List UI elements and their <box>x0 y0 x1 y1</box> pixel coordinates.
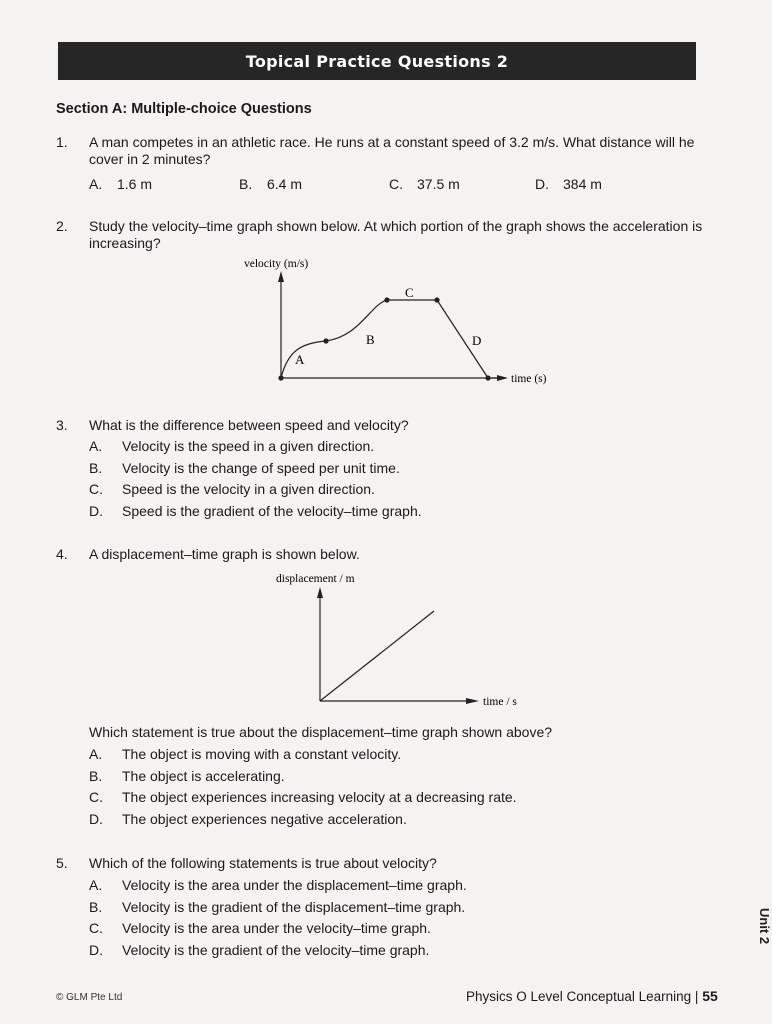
option-a[interactable] <box>89 438 709 460</box>
option-text: 37.5 m <box>417 176 460 192</box>
curve-b <box>326 300 387 341</box>
question-4-part <box>56 724 716 832</box>
option-letter: D. <box>89 941 103 958</box>
option-text: The object is moving with a constant velocity. <box>122 746 402 762</box>
option-letter: C. <box>89 789 103 805</box>
question-number: 1. <box>56 134 68 150</box>
point <box>384 297 389 302</box>
book-title: Physics O Level Conceptual Learning <box>466 989 692 1004</box>
option-letter: B. <box>89 767 103 784</box>
label-a: A <box>295 352 305 367</box>
point <box>485 375 490 380</box>
option-letter: A. <box>89 438 103 454</box>
options-list <box>89 438 709 524</box>
option-b[interactable] <box>89 768 709 790</box>
option-text: Speed is the velocity in a given direction. <box>122 481 375 497</box>
label-b: B <box>366 332 375 347</box>
banner-title: Topical Practice Questions 2 <box>245 51 509 71</box>
velocity-time-graph <box>0 0 768 420</box>
y-axis-arrow <box>278 271 284 282</box>
option-text: 6.4 m <box>267 176 303 192</box>
question-5 <box>56 855 716 967</box>
displacement-time-graph <box>0 560 768 720</box>
option-text: Velocity is the area under the displacement–time graph. <box>122 877 467 893</box>
question-text: Study the velocity–time graph shown below. At which portion of the graph shows the acceleration is increasing? <box>89 218 703 251</box>
separator: | <box>694 989 699 1004</box>
option-d[interactable] <box>89 811 709 833</box>
point <box>323 338 328 343</box>
option-text: 384 m <box>563 176 602 192</box>
question-number: 4. <box>56 546 68 562</box>
option-d[interactable] <box>89 503 709 525</box>
option-c[interactable] <box>89 481 709 503</box>
option-b[interactable] <box>89 899 709 921</box>
option-a[interactable] <box>89 877 709 899</box>
option-letter: D. <box>535 176 549 192</box>
question-text: Which of the following statements is true about velocity? <box>89 855 437 871</box>
y-axis-label: velocity (m/s) <box>244 258 309 270</box>
option-letter: A. <box>89 746 103 762</box>
option-text: Speed is the gradient of the velocity–time graph. <box>122 502 422 519</box>
question-3 <box>56 417 716 527</box>
option-letter: D. <box>89 502 103 519</box>
option-text: The object experiences increasing velocity at a decreasing rate. <box>122 789 517 805</box>
question-text: A man competes in an athletic race. He runs at a constant speed of 3.2 m/s. What distance will he cover in 2 minutes? <box>89 134 695 167</box>
option-letter: B. <box>239 176 253 192</box>
point <box>278 375 283 380</box>
option-letter: A. <box>89 877 103 893</box>
x-axis-label: time (s) <box>511 373 547 385</box>
option-text: Velocity is the gradient of the velocity–time graph. <box>122 941 430 958</box>
option-letter: D. <box>89 810 103 827</box>
x-axis-arrow <box>497 375 508 381</box>
option-text: Velocity is the gradient of the displacement–time graph. <box>122 898 466 915</box>
option-text: 1.6 m <box>117 176 153 192</box>
option-c[interactable] <box>89 789 709 811</box>
option-d[interactable] <box>89 942 709 964</box>
label-c: C <box>405 285 414 300</box>
footer-book-info <box>466 988 718 1004</box>
option-text: The object experiences negative acceleration. <box>122 810 407 827</box>
x-axis-label: time / s <box>483 696 517 708</box>
displacement-line <box>320 611 434 701</box>
point <box>434 297 439 302</box>
label-d: D <box>472 333 482 348</box>
option-b[interactable] <box>89 460 709 482</box>
option-letter: C. <box>89 920 103 936</box>
question-number: 2. <box>56 218 68 234</box>
footer-copyright: © GLM Pte Ltd <box>56 992 123 1003</box>
y-axis-arrow <box>317 587 323 598</box>
option-c[interactable] <box>89 920 709 942</box>
question-number: 5. <box>56 855 68 871</box>
option-a[interactable] <box>89 746 709 768</box>
option-letter: B. <box>89 898 103 915</box>
options-list <box>89 877 709 963</box>
option-text: The object is accelerating. <box>122 767 285 784</box>
option-text: Velocity is the speed in a given direction. <box>122 438 375 454</box>
option-letter: C. <box>89 481 103 497</box>
option-letter: B. <box>89 459 103 476</box>
option-text: Velocity is the change of speed per unit time. <box>122 459 400 476</box>
option-text: Velocity is the area under the velocity–time graph. <box>122 920 431 936</box>
page-number: 55 <box>702 988 718 1004</box>
question-text: A displacement–time graph is shown below. <box>89 546 360 562</box>
question-number: 3. <box>56 417 68 433</box>
option-letter: A. <box>89 176 103 192</box>
y-axis-label: displacement / m <box>276 573 355 585</box>
options-list <box>89 746 709 832</box>
question-text: What is the difference between speed and velocity? <box>89 417 409 433</box>
option-letter: C. <box>389 176 403 192</box>
x-axis-arrow <box>466 698 479 704</box>
question-text: Which statement is true about the displacement–time graph shown above? <box>89 724 553 740</box>
section-title: Section A: Multiple-choice Questions <box>56 101 312 117</box>
unit-side-tab: Unit 2 <box>757 908 772 945</box>
